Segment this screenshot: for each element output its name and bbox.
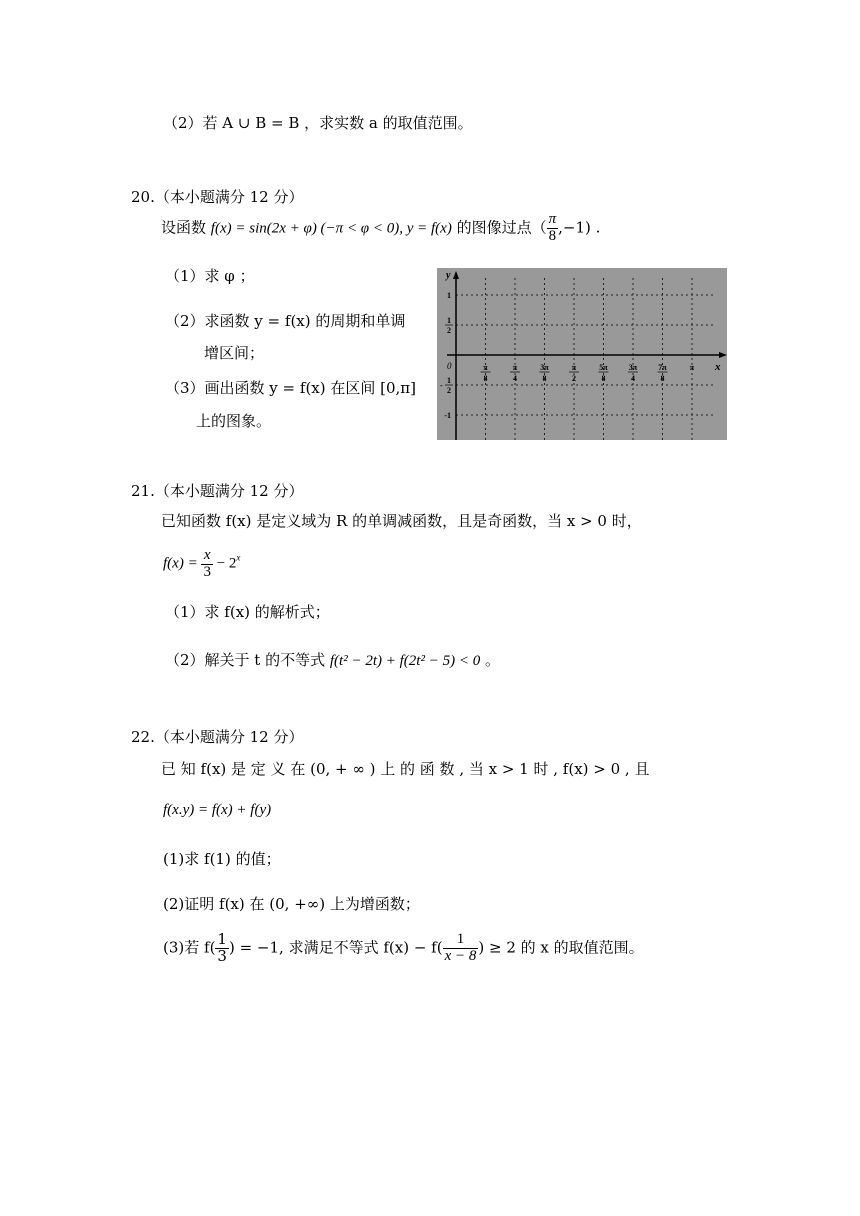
x-tick-label: π <box>689 363 695 372</box>
q21-part1: （1）求 f(x) 的解析式； <box>165 603 330 621</box>
x-tick-label-denominator: 8 <box>483 374 488 383</box>
q20-stem-function: f(x) = sin(2x + φ) (−π < φ < 0), y = f(x) <box>210 220 452 237</box>
q20-point-fraction: $\frac{\pi}{8}$ <box>548 211 557 244</box>
x-tick-label: 3π <box>540 363 549 372</box>
q22-part1: (1)求 f(1) 的值； <box>163 850 281 868</box>
q21-header: 21.（本小题满分 12 分） <box>131 482 304 500</box>
q20-part1: （1）求 φ ； <box>165 267 255 285</box>
q20-stem: 设函数 f(x) = sin(2x + φ) (−π < φ < 0), y = f(x) 的图像过点（ $\frac{\pi}{8}$ ,−1) . <box>161 211 601 244</box>
x-tick-label-denominator: 4 <box>513 374 517 383</box>
x-tick-label: π <box>483 363 488 372</box>
x-tick-label-denominator: 8 <box>601 374 606 383</box>
x-tick-label-denominator: 8 <box>542 374 547 383</box>
y-tick-label: -1 <box>444 411 451 420</box>
q20-part2-line2: 增区间； <box>204 344 265 362</box>
q20-part3-line1: （3）画出函数 y = f(x) 在区间 [0,π] <box>165 379 417 397</box>
x-tick-label-denominator: 2 <box>572 374 576 383</box>
q20-part3-line2: 上的图象。 <box>196 412 272 430</box>
grid-background <box>437 268 727 440</box>
coordinate-grid <box>437 268 727 440</box>
x-tick-label: 5π <box>599 363 608 372</box>
y-axis-label: y <box>446 270 451 281</box>
q22-header: 22.（本小题满分 12 分） <box>131 728 304 746</box>
x-tick-label: π <box>512 363 518 372</box>
x-axis-label: x <box>715 361 721 373</box>
x-tick-label: 7π <box>658 363 667 372</box>
q20-part2-line1: （2）求函数 y = f(x) 的周期和单调 <box>165 312 406 330</box>
q20-header: 20.（本小题满分 12 分） <box>131 188 304 206</box>
q21-formula: f(x) = $\frac{x}{3}$ − $2^x$ <box>163 547 241 580</box>
x-tick-label: π <box>571 363 577 372</box>
q22-part2: (2)证明 f(x) 在 (0, +∞) 上为增函数； <box>163 895 420 913</box>
y-tick-label-denominator: 2 <box>447 386 451 395</box>
origin-label: 0 <box>447 361 452 371</box>
y-tick-label: 1 <box>447 291 451 300</box>
q21-stem: 已知函数 f(x) 是定义域为 R 的单调减函数，且是奇函数，当 x > 0 时， <box>161 512 642 530</box>
x-tick-label-denominator: 8 <box>660 374 665 383</box>
y-tick-label: 1 <box>447 316 451 325</box>
q19-part2: （2）若 A ∪ B = B ，求实数 a 的取值范围。 <box>163 114 473 132</box>
x-tick-label-denominator: 4 <box>631 374 635 383</box>
q22-part3: (3)若 f( $\frac{1}{3}$ ) = −1, 求满足不等式 f(x) − f( $\frac{1}{x - 8}$ ) ≥ 2 的 x 的取值范围。 <box>163 930 644 965</box>
y-tick-label: 1 <box>447 376 451 385</box>
q21-part2: （2）解关于 t 的不等式 f(t² − 2t) + f(2t² − 5) < 0 。 <box>165 651 500 669</box>
q22-relation: f(x.y) = f(x) + f(y) <box>163 802 272 818</box>
y-tick-label: - <box>440 381 443 390</box>
y-tick-label-denominator: 2 <box>447 326 451 335</box>
q22-stem: 已 知 f(x) 是 定 义 在 (0, + ∞ ) 上 的 函 数 , 当 x > 1 时 , f(x) > 0 , 且 <box>161 760 650 778</box>
x-tick-label: 3π <box>628 363 638 372</box>
